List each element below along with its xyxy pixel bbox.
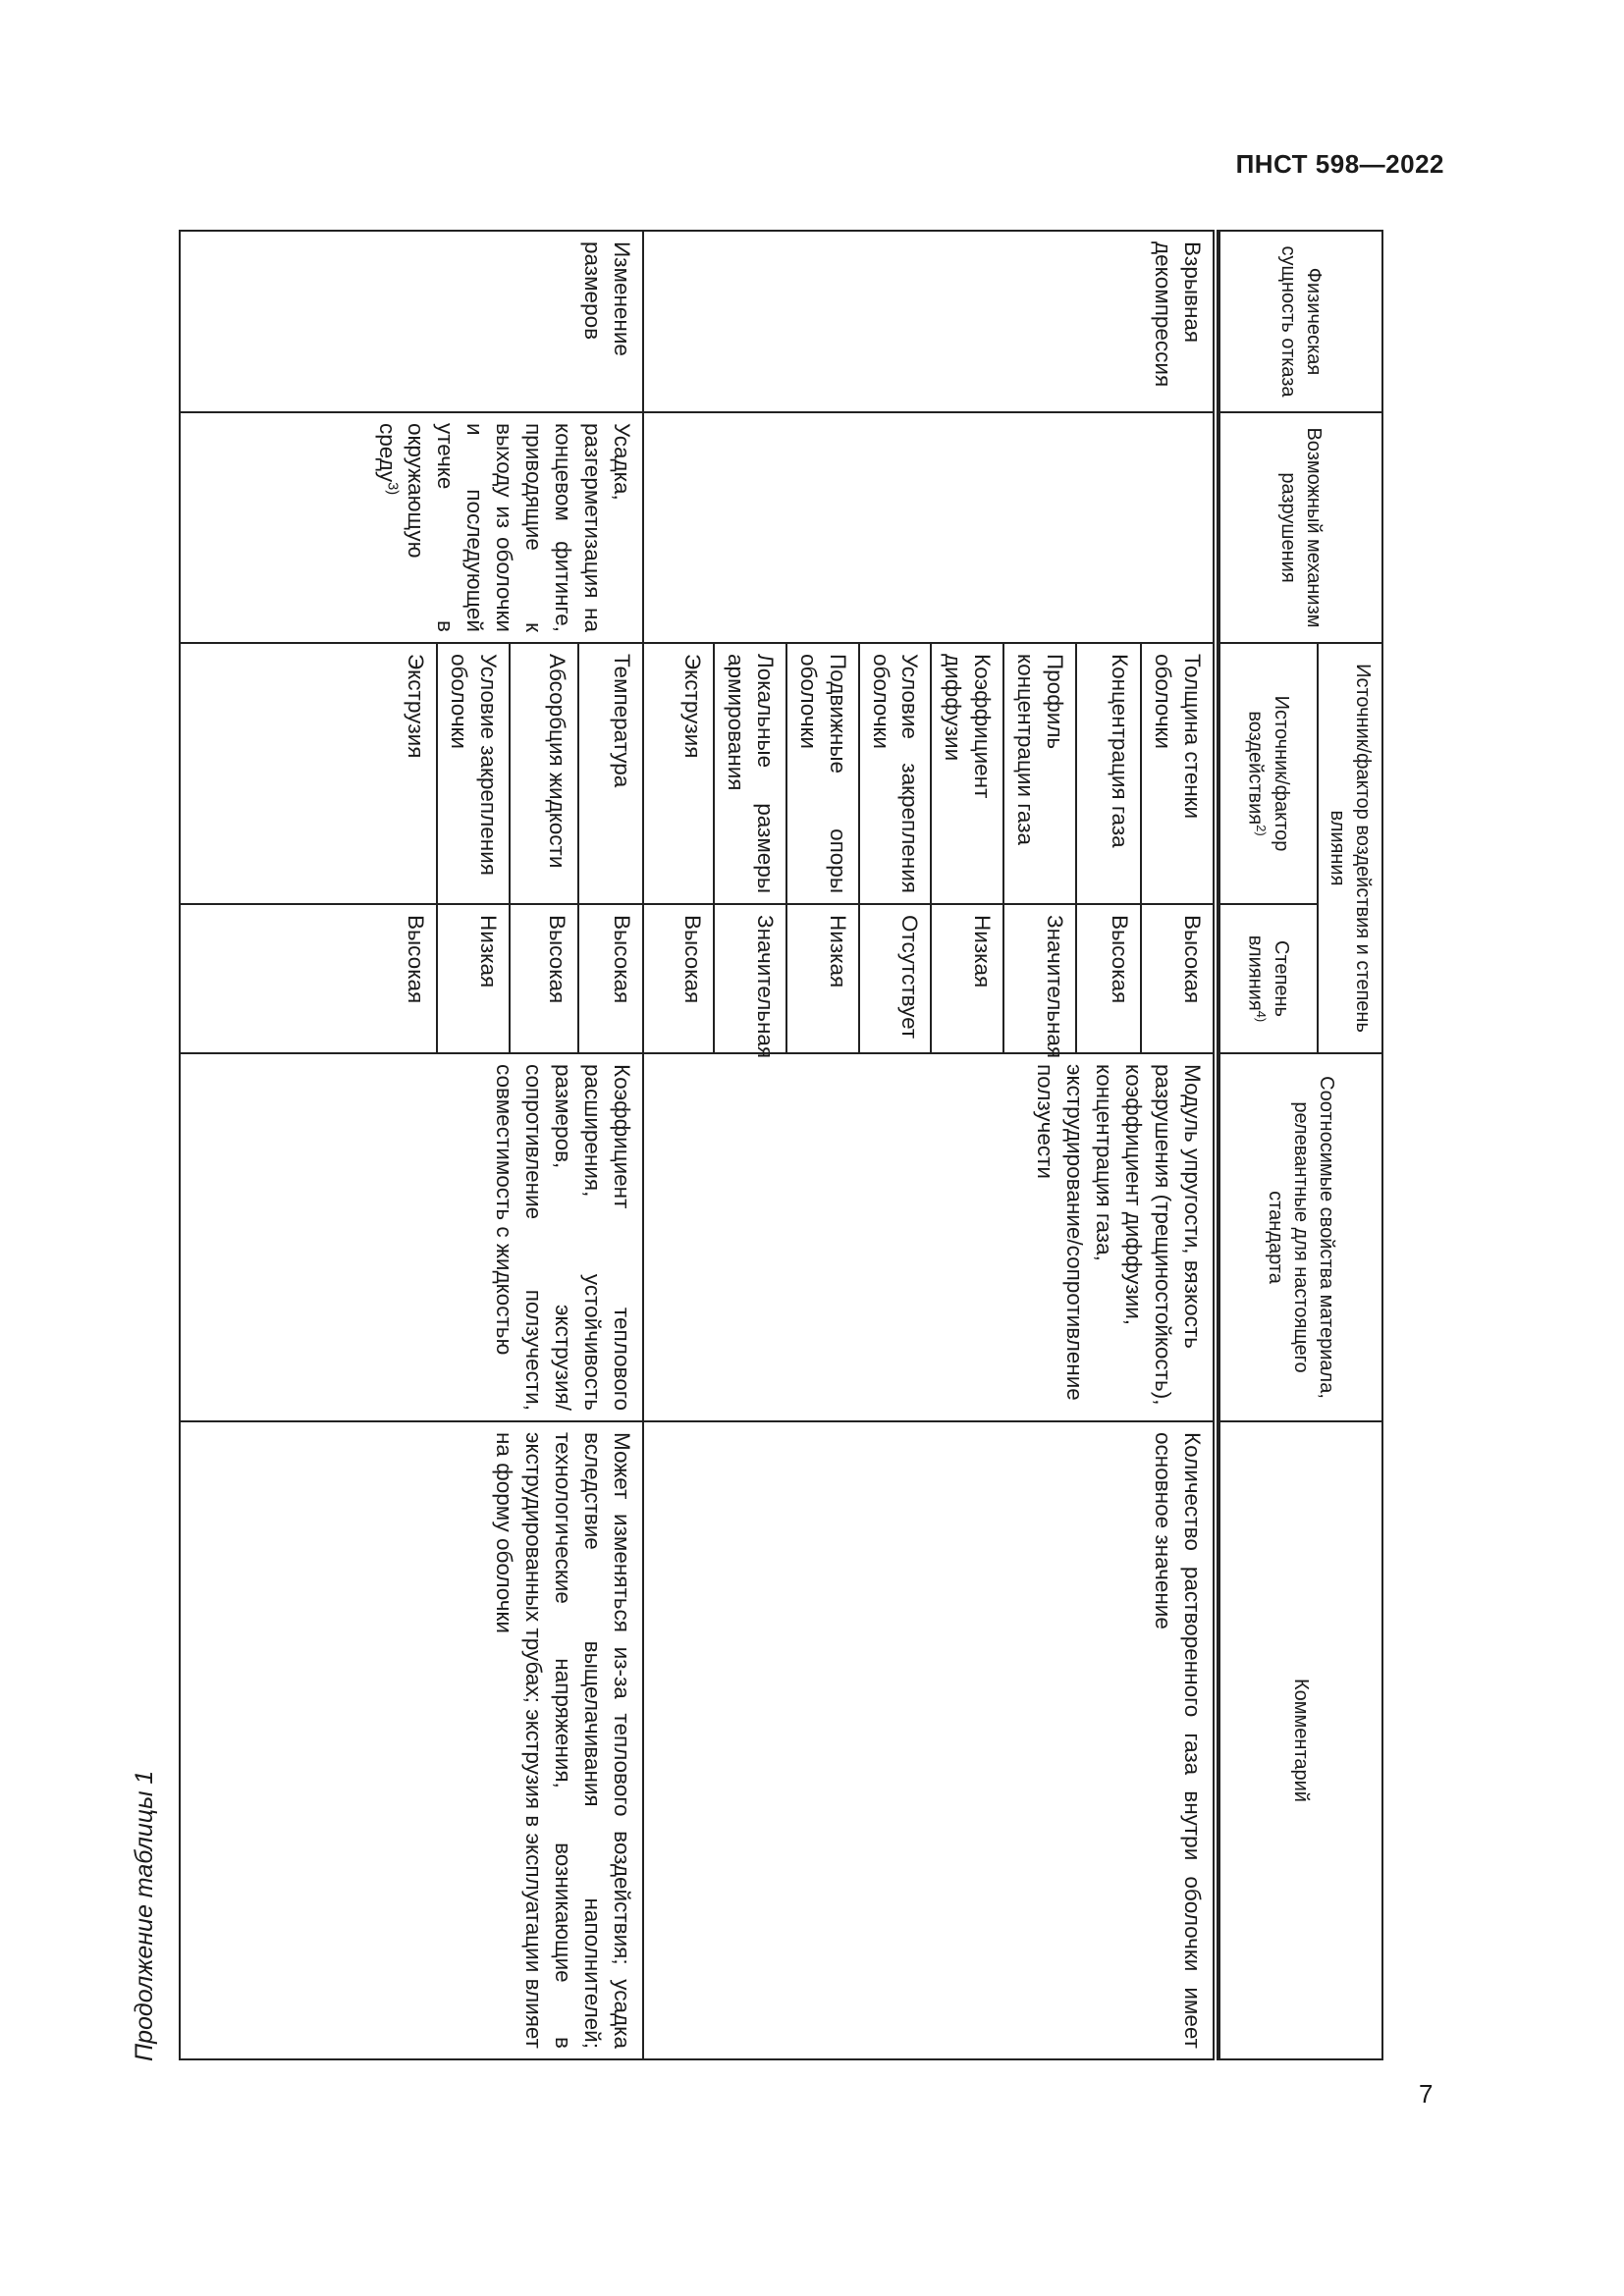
cell-degree: Высокая — [643, 904, 714, 1053]
cell-source: Температура — [578, 643, 643, 904]
cell-degree: Высокая — [578, 904, 643, 1053]
cell-degree: Высокая — [1076, 904, 1141, 1053]
cell-source: Коэффициент диффузии — [931, 643, 1003, 904]
cell-degree: Низкая — [786, 904, 859, 1053]
header-failure: Физическая сущность отказа — [1219, 231, 1382, 412]
failure-table — [179, 230, 1383, 2060]
header-comment: Комментарий — [1219, 1421, 1382, 2059]
cell-degree: Высокая — [510, 904, 578, 1053]
cell-source: Условие закрепления оболочки — [859, 643, 932, 904]
header-source: Источник/фактор воздействия$^{2)}$ — [1219, 643, 1318, 904]
cell-failure: Изменение размеров — [180, 231, 643, 412]
cell-degree: Низкая — [931, 904, 1003, 1053]
cell-source: Условие закрепления оболочки — [437, 643, 510, 904]
header-source-group: Источник/фактор воздействия и степень влияния — [1318, 643, 1382, 1053]
cell-properties: Коэффициент теплового расширения, устойчивость размеров, экструзия/сопротивление ползучести, совместимость с жидкостью — [180, 1053, 643, 1421]
cell-comment: Количество растворенного газа внутри оболочки имеет основное значение — [643, 1421, 1216, 2059]
cell-degree: Отсутствует — [859, 904, 932, 1053]
cell-failure: Взрывная декомпрессия — [643, 231, 1216, 412]
cell-source: Подвижные опоры оболочки — [786, 643, 859, 904]
cell-properties: Модуль упругости, вязкость разрушения (трещиностойкость), коэффициент диффузии, концентрация газа, экструдирование/сопротивление ползучести — [643, 1053, 1216, 1421]
header-mechanism: Возможный механизм разрушения — [1219, 412, 1382, 643]
cell-source: Экструзия — [643, 643, 714, 904]
table-caption: Продолжение таблицы 1 — [131, 1770, 158, 2061]
cell-mechanism — [643, 412, 1216, 643]
cell-comment: Может изменяться из-за теплового воздействия; усадка вследствие выщелачивания наполнителей; технологические напряжения, возникающие в экструдированных трубах; экструзия в эксплуатации влияет на форму оболочки — [180, 1421, 643, 2059]
cell-degree: Высокая — [180, 904, 437, 1053]
cell-source: Абсорбция жидкости — [510, 643, 578, 904]
cell-source: Толщина стенки оболочки — [1141, 643, 1216, 904]
cell-source: Экструзия — [180, 643, 437, 904]
cell-degree: Высокая — [1141, 904, 1216, 1053]
rotated-table-container — [179, 230, 1383, 2058]
page-number: 7 — [1419, 2079, 1434, 2109]
document-code: ПНСТ 598—2022 — [1235, 149, 1444, 179]
cell-source: Локальные размеры армирования — [714, 643, 786, 904]
cell-degree: Значительная — [714, 904, 786, 1053]
cell-mechanism: Усадка, разгерметизация на концевом фитинге, приводящие к выходу из оболочки и последующей утечке в окружающую среду$^{3)}$ — [180, 412, 643, 643]
cell-degree: Значительная — [1003, 904, 1076, 1053]
cell-source: Концентрация газа — [1076, 643, 1141, 904]
table-row — [1141, 231, 1216, 2059]
cell-degree: Низкая — [437, 904, 510, 1053]
header-row — [1318, 231, 1382, 2059]
cell-source: Профиль концентрации газа — [1003, 643, 1076, 904]
header-properties: Соотносимые свойства материала, релевантные для настоящего стандарта — [1219, 1053, 1382, 1421]
table-row — [578, 231, 643, 2059]
header-degree: Степень влияния$^{4)}$ — [1219, 904, 1318, 1053]
